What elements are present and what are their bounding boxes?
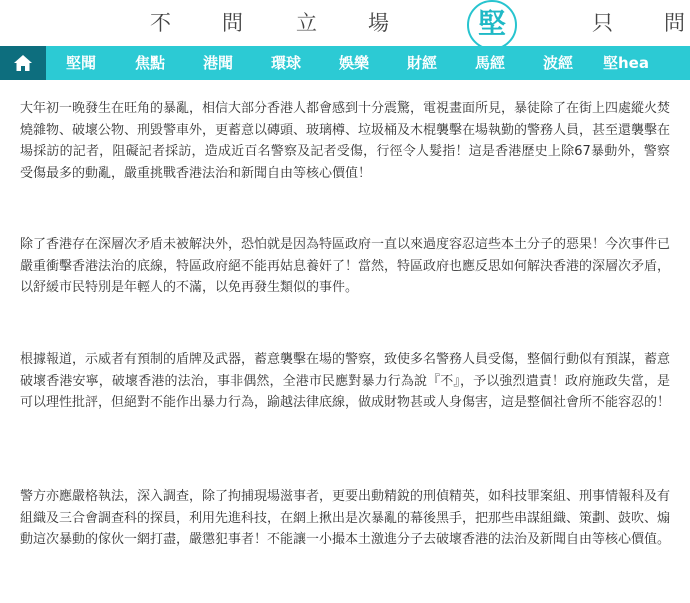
article-paragraph: 大年初一晚發生在旺角的暴亂，相信大部分香港人都會感到十分震驚，電視畫面所見，暴徒除了在街上四處縱火焚燒雜物、破壞公物、刑毀警車外，更蓄意以磚頭、玻璃樽、垃圾桶及木棍襲擊在場執勤的警務人員，甚至還襲擊在場採訪的記者，阻礙記者採訪，造成近百名警察及記者受傷，行徑令人髮指！這是香港歷史上除67暴動外，警察受傷最多的動亂，嚴重挑戰香港法治和新聞自由等核心價值！ [20,101,671,181]
home-button[interactable] [0,46,46,80]
slogan-char: 場 [368,11,389,35]
main-nav [0,46,690,80]
nav-item-world[interactable]: 環球 [270,54,301,72]
article-paragraph: 除了香港存在深層次矛盾未被解決外，恐怕就是因為特區政府一直以來過度容忍這些本土分子的惡果！今次事件已嚴重衝擊香港法治的底線，特區政府絕不能再姑息養奸了！當然，特區政府也應反思如何解決香港的深層次矛盾，以舒緩市民特別是年輕人的不滿，以免再發生類似的事件。 [20,237,671,295]
slogan-char: 問 [222,11,243,35]
nav-item-finance[interactable]: 財經 [406,54,437,72]
slogan-char: 只 [592,11,613,35]
slogan-char: 問 [664,11,685,35]
nav-item-kin-news[interactable]: 堅聞 [65,54,96,72]
slogan-char: 不 [150,11,171,35]
nav-item-focus[interactable]: 焦點 [134,54,165,72]
home-icon [13,54,33,72]
nav-item-entertainment[interactable]: 娛樂 [338,54,369,72]
site-header [0,0,690,46]
nav-item-hk-news[interactable]: 港聞 [202,54,233,72]
article-paragraph: 警方亦應嚴格執法，深入調查，除了拘捕現場滋事者，更要出動精銳的刑偵精英，如科技罪案組、刑事情報科及有組織及三合會調查科的探員，利用先進科技，在網上揪出是次暴亂的幕後黑手，把那些串謀組織、策劃、鼓吹、煽動這次暴動的傢伙一網打盡，嚴懲犯事者！不能讓一小撮本土激進分子去破壞香港的法治及新聞自由等核心價值。 [20,489,671,547]
nav-item-football[interactable]: 波經 [542,54,573,72]
nav-item-kin-hea[interactable]: 堅hea [603,54,649,72]
slogan-char: 立 [296,11,317,35]
article-paragraph: 根據報道，示威者有預制的盾牌及武器，蓄意襲擊在場的警察，致使多名警務人員受傷，整個行動似有預謀，蓄意破壞香港安寧，破壞香港的法治，事非偶然，全港市民應對暴力行為說『不』，予以強烈遣責！政府施政失當，是可以理性批評，但絕對不能作出暴力行為，踰越法律底線，做成財物甚或人身傷害，這是整個社會所不能容忍的！ [20,352,671,410]
site-logo[interactable]: 堅 [467,0,517,50]
nav-item-horse-racing[interactable]: 馬經 [474,54,505,72]
